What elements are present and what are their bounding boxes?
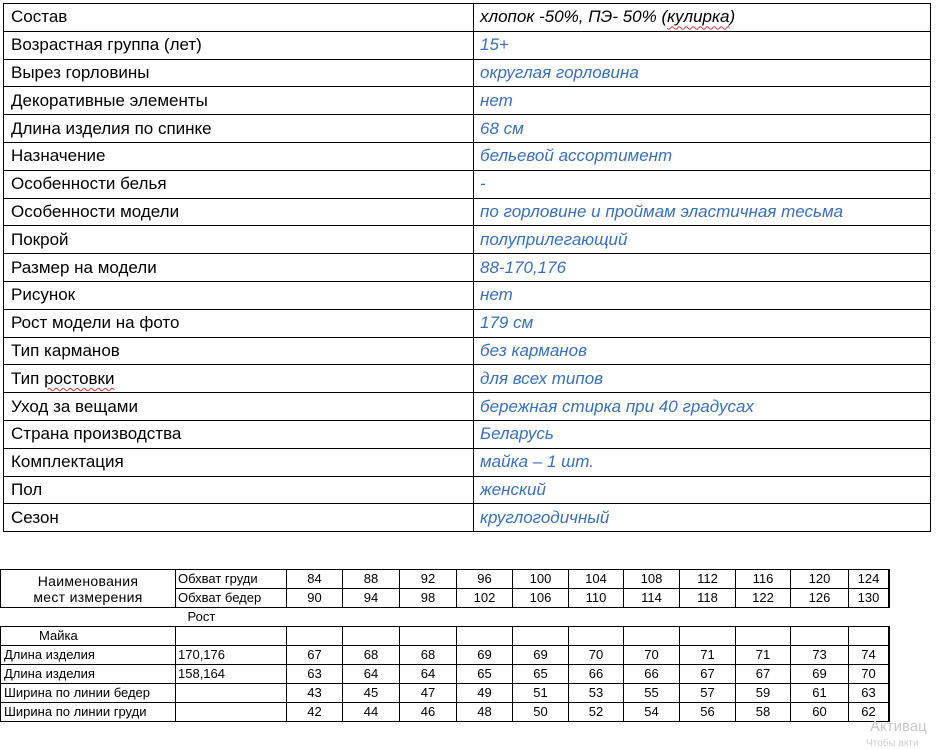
size-value: 66 [569,665,624,684]
spec-value: 15+ [474,31,931,59]
spec-value: бережная стирка при 40 градусах [474,393,931,421]
spec-key: Размер на модели [4,254,474,282]
size-value: 70 [624,646,680,665]
empty-cell [889,570,890,589]
row-height [176,703,287,722]
chest-value: 88 [343,570,400,589]
size-data-row [1,684,890,703]
row-height: 170,176 [176,646,287,665]
chest-value: 96 [457,570,513,589]
spec-value: 68 см [474,115,931,143]
size-value: 59 [736,684,791,703]
size-value: 53 [569,684,624,703]
spec-key: Возрастная группа (лет) [4,31,474,59]
spec-value: круглогодичный [474,504,931,532]
spec-row [4,31,931,59]
measure-name-cell [1,570,176,608]
measure-name-line2: мест измерения [33,588,143,605]
spec-table [3,3,931,532]
spec-row [4,337,931,365]
size-value: 74 [849,646,889,665]
size-value: 43 [287,684,343,703]
size-value: 57 [680,684,736,703]
spec-value: округлая горловина [474,59,931,87]
size-value: 71 [680,646,736,665]
size-value: 54 [624,703,680,722]
size-value: 68 [343,646,400,665]
size-value: 64 [400,665,457,684]
chest-value: 100 [513,570,569,589]
size-value: 69 [457,646,513,665]
spec-value: майка – 1 шт. [474,448,931,476]
product-name: Майка [1,627,176,646]
chest-label: Обхват груди [176,570,287,589]
spec-value: Беларусь [474,420,931,448]
spec-value: бельевой ассортимент [474,142,931,170]
spec-key: Рисунок [4,281,474,309]
spec-row [4,198,931,226]
spec-row [4,170,931,198]
hip-value: 122 [736,589,791,608]
hip-value: 118 [680,589,736,608]
size-value: 42 [287,703,343,722]
hip-value: 102 [457,589,513,608]
spec-row [4,393,931,421]
row-height [176,684,287,703]
row-label: Ширина по линии груди [1,703,176,722]
spec-value: по горловине и проймам эластичная тесьма [474,198,931,226]
size-data-row [1,703,890,722]
size-value: 61 [791,684,849,703]
height-header-row [1,608,890,627]
hip-label: Обхват бедер [176,589,287,608]
height-label: Рост [187,609,216,624]
size-value: 67 [287,646,343,665]
spec-key: Декоративные элементы [4,87,474,115]
size-value: 60 [791,703,849,722]
empty-cell [889,589,890,608]
row-height: 158,164 [176,665,287,684]
hip-value: 90 [287,589,343,608]
hip-value: 94 [343,589,400,608]
spec-value: нет [474,281,931,309]
size-value: 64 [343,665,400,684]
spec-value: - [474,170,931,198]
spec-row [4,309,931,337]
spec-key: Сезон [4,504,474,532]
size-value: 65 [513,665,569,684]
hip-value: 106 [513,589,569,608]
size-value: 69 [513,646,569,665]
activation-watermark-sub: Чтобы акти [866,738,919,749]
size-value: 62 [849,703,889,722]
size-value: 50 [513,703,569,722]
size-value: 69 [791,665,849,684]
chest-value: 108 [624,570,680,589]
spec-value: нет [474,87,931,115]
size-value: 55 [624,684,680,703]
spec-value: 179 см [474,309,931,337]
spec-key: Длина изделия по спинке [4,115,474,143]
spec-value: полуприлегающий [474,226,931,254]
spec-row [4,504,931,532]
chest-value: 124 [849,570,889,589]
spec-key: Особенности модели [4,198,474,226]
size-value: 65 [457,665,513,684]
chest-value: 104 [569,570,624,589]
size-value: 70 [849,665,889,684]
hip-value: 126 [791,589,849,608]
hip-value: 98 [400,589,457,608]
row-label: Ширина по линии бедер [1,684,176,703]
size-data-row [1,646,890,665]
spec-value: хлопок -50%, ПЭ- 50% (кулирка) [474,4,931,32]
size-value: 48 [457,703,513,722]
size-value: 56 [680,703,736,722]
spec-row [4,4,931,32]
size-value: 71 [736,646,791,665]
spec-key: Назначение [4,142,474,170]
activation-watermark: Активац [870,718,927,735]
size-data-row [1,665,890,684]
spec-value: 88-170,176 [474,254,931,282]
size-value: 70 [569,646,624,665]
spec-value: женский [474,476,931,504]
size-value: 45 [343,684,400,703]
chest-value: 84 [287,570,343,589]
spec-key: Тип ростовки [4,365,474,393]
spec-key: Комплектация [4,448,474,476]
row-label: Длина изделия [1,646,176,665]
spec-value: для всех типов [474,365,931,393]
spec-key: Уход за вещами [4,393,474,421]
hip-value: 130 [849,589,889,608]
size-value: 58 [736,703,791,722]
size-value: 63 [287,665,343,684]
spec-key: Вырез горловины [4,59,474,87]
size-value: 68 [400,646,457,665]
hip-value: 114 [624,589,680,608]
size-value: 63 [849,684,889,703]
spec-row [4,59,931,87]
empty-cell [176,627,287,646]
spec-key: Состав [4,4,474,32]
size-value: 51 [513,684,569,703]
size-value: 66 [624,665,680,684]
spec-key: Особенности белья [4,170,474,198]
size-value: 52 [569,703,624,722]
spec-row [4,87,931,115]
chest-value: 112 [680,570,736,589]
size-table [0,569,890,722]
spec-key: Рост модели на фото [4,309,474,337]
spec-row [4,476,931,504]
chest-value: 92 [400,570,457,589]
size-value: 47 [400,684,457,703]
spec-row [4,420,931,448]
spec-key: Пол [4,476,474,504]
chest-value: 116 [736,570,791,589]
spec-value: без карманов [474,337,931,365]
product-row [1,627,890,646]
spec-row [4,448,931,476]
size-value: 46 [400,703,457,722]
spec-row [4,115,931,143]
spec-key: Покрой [4,226,474,254]
spec-row [4,254,931,282]
chest-value: 120 [791,570,849,589]
size-value: 67 [736,665,791,684]
size-value: 49 [457,684,513,703]
spec-key: Страна производства [4,420,474,448]
measure-name-line1: Наименования [37,572,139,589]
spec-row [4,226,931,254]
size-value: 73 [791,646,849,665]
spec-row [4,142,931,170]
size-value: 44 [343,703,400,722]
spec-row [4,281,931,309]
size-value: 67 [680,665,736,684]
chest-row [1,570,890,589]
row-label: Длина изделия [1,665,176,684]
hip-value: 110 [569,589,624,608]
spec-row [4,365,931,393]
spec-key: Тип карманов [4,337,474,365]
